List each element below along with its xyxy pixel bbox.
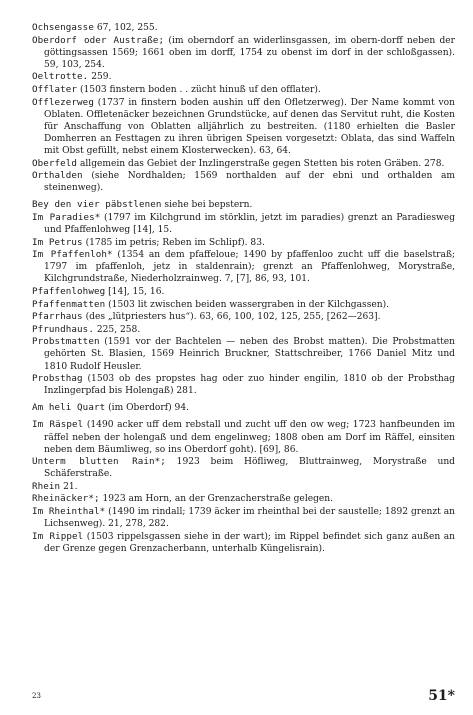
register-entry bbox=[32, 286, 455, 298]
register-entry bbox=[32, 481, 455, 493]
entry-text: siehe bei bepstern. bbox=[161, 200, 253, 211]
register-entry bbox=[32, 170, 455, 194]
entry-headword: Im Pfaffenloh* bbox=[32, 249, 113, 261]
entry-headword: Oberdorf oder Austraße; bbox=[32, 34, 165, 46]
entry-headword: Pfaffenlohweg bbox=[32, 285, 106, 297]
register-entry bbox=[32, 249, 455, 285]
page-body bbox=[32, 22, 455, 555]
entry-text: [14], 15, 16. bbox=[105, 286, 165, 297]
entry-headword: Pfaffenmatten bbox=[32, 298, 106, 310]
entry-text: (1797 im Kilchgrund im störklin, jetzt im paradies) grenzt an Paradiesweg und Pfaffenlohweg [14], 15. bbox=[44, 212, 456, 235]
entry-headword: Orthalden bbox=[32, 170, 83, 182]
entry-headword: Ochsengasse bbox=[32, 22, 94, 33]
entry-headword: Im Räspel bbox=[32, 419, 84, 431]
entry-headword: Unterm blutten Rain*; bbox=[32, 456, 166, 468]
entry-text: (1503 ob des propstes hag oder zuo hinder engilin, 1810 ob der Probsthag Inzlingerpfad bis Holengaß) 281. bbox=[44, 374, 455, 397]
entry-headword: Oeltrotte. bbox=[32, 71, 89, 83]
entry-text: (1354 an dem pfaffeloue; 1490 by pfaffenloo zucht uff die baselstraß; 1797 im pfaffenloh, jetz in staldenrain); grenzt an Pfaffenlohweg, Morystraße, Kilchgrundstraße, Niederholzrainweg. 7, [7], 86, 93, 101. bbox=[44, 250, 456, 285]
entry-text: (im oberndorf an widerlinsgassen, im obern-dorff neben der göttingsassen 1569; 1661 oben im dorff, 1754 zu obenst im dorf in der schloßgassen). 59, 103, 254. bbox=[44, 35, 455, 70]
register-entry bbox=[32, 324, 455, 336]
register-entry bbox=[32, 311, 455, 323]
entry-headword: Rheinäcker*; bbox=[32, 493, 100, 505]
entry-text: 1923 am Horn, an der Grenzacherstraße gelegen. bbox=[99, 494, 334, 505]
register-entry bbox=[32, 493, 455, 505]
register-entry bbox=[32, 237, 455, 249]
entry-text: allgemein das Gebiet der Inzlingerstraße gegen Stetten bis roten Gräben. 278. bbox=[77, 158, 445, 169]
register-entry bbox=[32, 97, 455, 157]
entry-text: (1737 in finstern boden aushin uff den Ofletzerweg). Der Name kommt von Oblaten. Offletenäcker bezeichnen Grundstücke, auf denen das Servitut ruht, die Kosten für Anschaffung von Oblatten alljährlich zu bestreiten. (1180 erhielten die Basler Domherren an Festtagen zu ihren übrigen Speisen vorgesetzt: Oblata, das sind Waffeln mit Obst gefüllt, nebst einem Klosterwecken). 63, 64. bbox=[44, 97, 455, 156]
entry-text: 1923 beim Höfliweg, Bluttrainweg, Morystraße und Schäferstraße. bbox=[44, 457, 456, 480]
register-entry bbox=[32, 212, 455, 236]
entry-text: (des „lütpriesters hus“). 63, 66, 100, 102, 125, 255, [262—263]. bbox=[82, 312, 381, 323]
entry-headword: Pfrundhaus. bbox=[32, 323, 94, 335]
entry-text: 21. bbox=[60, 481, 78, 492]
register-entry bbox=[32, 199, 455, 211]
entry-text: (1785 im petris; Reben im Schlipf). 83. bbox=[82, 237, 265, 248]
entry-text: (1503 rippelsgassen siehe in der wart); im Rippel befindet sich ganz außen an der Grenze gegen Grenzacherbann, unterhalb Küngelisrain). bbox=[44, 531, 455, 554]
register-entry bbox=[32, 71, 455, 83]
entry-text: 225, 258. bbox=[93, 324, 141, 335]
register-entry bbox=[32, 35, 455, 71]
register-entry bbox=[32, 22, 455, 34]
entry-text: 259. bbox=[88, 72, 112, 83]
register-entry bbox=[32, 373, 455, 397]
entry-headword: Im Rippel bbox=[32, 530, 84, 542]
entry-headword: Bey den vier päbstlenen bbox=[32, 199, 162, 211]
entry-headword: Im Paradies* bbox=[32, 211, 101, 223]
entry-text: 67, 102, 255. bbox=[93, 23, 158, 33]
entry-text: (1591 vor der Bachtelen — neben des Brobst matten). Die Probstmatten gehörten St. Blasien, 1569 Heinrich Bruckner, Stattschreiber, 1766 Daniel Mitz und 1810 Rudolf Heusler. bbox=[44, 337, 455, 372]
register-entry bbox=[32, 456, 455, 480]
entry-headword: Pfarrhaus bbox=[32, 311, 83, 323]
entry-text: (siehe Nordhalden; 1569 northalden auf der ebni und orthalden am steinenweg). bbox=[44, 171, 455, 194]
entry-headword: Probsthag bbox=[32, 373, 83, 385]
entry-text: (1490 im rindall; 1739 äcker im rheinthal bei der saustelle; 1892 grenzt an Lichsenweg). 21, 278, 282. bbox=[44, 507, 455, 530]
entry-headword: Im Rheinthal* bbox=[32, 506, 106, 518]
entry-headword: Offlezerweg bbox=[32, 96, 94, 108]
entry-text: (1503 lit zwischen beiden wassergraben in der Kilchgassen). bbox=[105, 299, 390, 310]
register-entry bbox=[32, 299, 455, 311]
entry-headword: Am heli Quart bbox=[32, 402, 106, 414]
register-entry bbox=[32, 531, 455, 555]
register-entry bbox=[32, 84, 455, 96]
entry-headword: Probstmatten bbox=[32, 336, 100, 348]
signature-mark: 23 bbox=[32, 692, 41, 700]
entry-headword: Oberfeld bbox=[32, 157, 78, 169]
entry-headword: Im Petrus bbox=[32, 236, 83, 248]
register-entry bbox=[32, 419, 455, 455]
entry-text: (1490 acker uff dem rebstall und zucht uff den ow weg; 1723 hanfbeunden im räffel neben der holengaß und dem engelinweg; 1808 oben am Dorf im Räffel, einsiten neben dem Bäumliweg, so ins Oberdorf goht). [69], 86. bbox=[44, 420, 456, 455]
entry-text: (im Oberdorf) 94. bbox=[105, 403, 189, 414]
register-entry bbox=[32, 336, 455, 372]
entry-headword: Offlater bbox=[32, 83, 78, 95]
register-entry bbox=[32, 158, 455, 170]
register-entry bbox=[32, 402, 455, 414]
register-entry bbox=[32, 506, 455, 530]
page-footer bbox=[32, 688, 455, 706]
entry-text: (1503 finstern boden . . zücht hinuß uf den offlater). bbox=[77, 84, 321, 95]
entry-headword: Rhein bbox=[32, 480, 61, 492]
page-number: 51* bbox=[428, 688, 455, 704]
